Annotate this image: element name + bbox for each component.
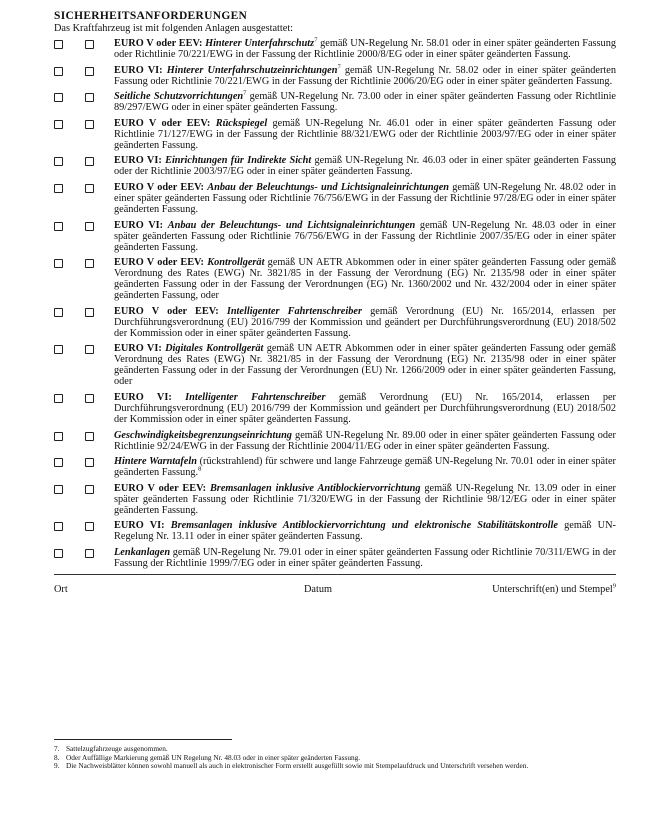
intro-text: Das Kraftfahrzeug ist mit folgenden Anlagen ausgestattet: [54, 23, 294, 34]
checkbox-first[interactable] [54, 485, 63, 494]
list-item [54, 430, 616, 452]
checkbox-second[interactable] [85, 93, 94, 102]
item-text [114, 91, 616, 113]
signature-label-text: Unterschrift(en) und Stempel [492, 583, 613, 595]
item-prefix: EURO V oder EEV: [114, 305, 227, 317]
footnote-text: Die Nachweisblätter können sowohl manuell als auch in elektronischer Form erstellt ausgefüllt sowie mit Stempelaufdruck und Unterschrift versehen werden. [66, 761, 529, 771]
item-description: gemäß UN-Regelung Nr. 13.09 oder in einer später geänderten Fassung oder Richtlinie 71/320/EWG in der Fassung der Richtlinie 98/12/EG oder in einer später geänderten Fassung. [114, 482, 616, 516]
checkbox-second[interactable] [85, 67, 94, 76]
item-text [114, 520, 616, 542]
item-text [114, 483, 616, 516]
checkbox-second[interactable] [85, 184, 94, 193]
item-description: gemäß UN-Regelung Nr. 79.01 oder in einer später geänderten Fassung oder Richtlinie 70/311/EWG in der Fassung der Richtlinie 1999/7/EG oder in einer später geänderten Fassung. [114, 546, 616, 569]
checkbox-first[interactable] [54, 458, 63, 467]
place-label: Ort [54, 583, 68, 595]
item-description: gemäß UN-Regelung Nr. 73.00 oder in einer später geänderten Fassung oder Richtlinie 89/297/EWG oder in einer später geänderten Fassung. [114, 91, 617, 114]
checkbox-first[interactable] [54, 93, 63, 102]
footnotes [54, 745, 616, 771]
checkbox-first[interactable] [54, 432, 63, 441]
item-text [114, 65, 616, 87]
item-text [114, 257, 616, 301]
checkbox-first[interactable] [54, 184, 63, 193]
list-item [54, 182, 616, 215]
item-prefix: EURO V oder EEV: [114, 38, 206, 49]
item-text [114, 430, 616, 452]
checkbox-second[interactable] [85, 345, 94, 354]
item-title: Anbau der Beleuchtungs- und Lichtsignaleinrichtungen [207, 181, 450, 193]
list-item [54, 392, 616, 425]
footnote-number: 9. [54, 761, 60, 771]
item-title: Bremsanlagen inklusive Antiblockiervorrichtung und elektronische Stabilitätskontrolle [170, 520, 558, 532]
list-item [54, 91, 616, 113]
footnote-ref: 7 [314, 36, 318, 44]
item-title: Bremsanlagen inklusive Antiblockiervorrichtung [209, 482, 421, 494]
item-description: gemäß Verordnung (EU) Nr. 165/2014, erlassen per Durchführungsverordnung (EU) 2016/799 der Kommission und geändert per Durchführungsverordnung (EU) 2018/502 der Kommission oder in einer später geänderten Fassung. [114, 305, 616, 339]
footnote-ref: 9 [612, 582, 616, 590]
item-prefix: EURO V oder EEV: [114, 257, 208, 269]
equipment-list [54, 38, 616, 569]
footnote-text: Sattelzugfahrzeuge ausgenommen. [66, 744, 168, 753]
item-title: Geschwindigkeitsbegrenzungseinrichtung [114, 429, 292, 441]
checkbox-second[interactable] [85, 40, 94, 49]
item-prefix: EURO V oder EEV: [114, 482, 210, 494]
item-title: Kontrollgerät [207, 257, 265, 269]
checkbox-first[interactable] [54, 222, 63, 231]
checkbox-second[interactable] [85, 394, 94, 403]
signature-divider [54, 574, 616, 575]
checkbox-second[interactable] [85, 157, 94, 166]
list-item [54, 65, 616, 87]
footnote-number: 7. [54, 744, 60, 753]
item-description: (rückstrahlend) für schwere und lange Fahrzeuge gemäß UN-Regelung Nr. 70.01 oder in einer später geänderten Fassung. [114, 456, 616, 479]
signature-label [464, 584, 616, 595]
item-text [114, 306, 616, 339]
checkbox-second[interactable] [85, 485, 94, 494]
item-title: Seitliche Schutzvorrichtungen [114, 91, 244, 103]
checkbox-first[interactable] [54, 549, 63, 558]
footnote-ref: 8 [198, 465, 202, 473]
item-description: gemäß UN-Regelung Nr. 48.03 oder in einer später geänderten Fassung oder Richtlinie 76/756/EWG in der Fassung der Richtlinie 2007/35/EG oder in einer später geänderten Fassung. [114, 219, 616, 253]
item-text [114, 182, 616, 215]
item-text [114, 343, 616, 387]
item-text [114, 155, 616, 177]
item-prefix: EURO VI: [114, 64, 167, 76]
section-title: SICHERHEITSANFORDERUNGEN [54, 10, 248, 22]
footnote-number: 8. [54, 752, 60, 762]
checkbox-first[interactable] [54, 259, 63, 268]
item-description: gemäß UN-Regelung Nr. 46.03 oder in einer später geänderten Fassung oder der Richtlinie 2003/97/EG oder in einer später geänderten Fassung. [114, 155, 616, 178]
checkbox-first[interactable] [54, 40, 63, 49]
item-text [114, 118, 616, 151]
checkbox-first[interactable] [54, 522, 63, 531]
checkbox-first[interactable] [54, 120, 63, 129]
item-text [114, 392, 616, 425]
checkbox-second[interactable] [85, 308, 94, 317]
checkbox-second[interactable] [85, 120, 94, 129]
list-item [54, 38, 616, 60]
item-title: Intelligenter Fahrtenschreiber [226, 305, 362, 317]
list-item [54, 220, 616, 253]
item-title: Hinterer Unterfahrschutz [205, 38, 315, 49]
footnote-text: Oder Auffällige Markierung gemäß UN Regelung Nr. 48.03 oder in einer später geänderten Fassung. [66, 752, 361, 762]
item-description: gemäß UN-Regelung Nr. 58.02 oder in einer später geänderten Fassung oder Richtlinie 70/221/EWG in der Fassung der Richtlinie 2006/20/EG oder in einer später geänderten Fassung. [114, 64, 616, 87]
list-item [54, 520, 616, 542]
checkbox-first[interactable] [54, 308, 63, 317]
checkbox-second[interactable] [85, 259, 94, 268]
item-text [114, 38, 616, 60]
item-text [114, 220, 616, 253]
item-title: Lenkanlagen [114, 546, 171, 558]
checkbox-first[interactable] [54, 345, 63, 354]
date-label: Datum [304, 583, 333, 595]
item-description: gemäß UN-Regelung Nr. 46.01 oder in einer später geänderten Fassung oder Richtlinie 71/127/EWG in der Fassung der Richtlinie 88/321/EWG oder der Richtlinie 2003/97/EG oder in einer später geänderten Fassung. [114, 117, 616, 151]
item-title: Rückspiegel [215, 117, 268, 129]
checkbox-second[interactable] [85, 522, 94, 531]
item-description: gemäß UN-Regelung Nr. 58.01 oder in einer später geänderten Fassung oder Richtlinie 70/221/EWG in der Fassung der Richtlinie 2000/8/EG oder in einer später geänderten Fassung. [114, 38, 616, 60]
item-description: gemäß UN AETR Abkommen oder in einer später geänderten Fassung oder gemäß Verordnung des Rates (EWG) Nr. 3821/85 in der Fassung der Verordnung (EG) Nr. 2135/98 oder in einer später geänderten Fassung oder in der Fassung der Verordnungen (EG) Nr. 1360/2002 und Nr. 432/2004 oder in einer später geänderten Fassung, oder [114, 257, 616, 302]
list-item [54, 155, 616, 177]
footnote-divider [54, 739, 232, 740]
list-item [54, 306, 616, 339]
list-item [54, 118, 616, 151]
footnote-ref: 7 [337, 63, 341, 71]
footnote [54, 762, 616, 771]
checkbox-first[interactable] [54, 157, 63, 166]
list-item [54, 456, 616, 478]
item-description: gemäß UN AETR Abkommen oder in einer später geänderten Fassung oder gemäß Verordnung des Rates (EWG) Nr. 3821/85 in der Fassung der Verordnung (EG) Nr. 2135/98 oder in einer später geänderten Fassung oder in der Fassung der Verordnungen (EU) Nr. 1266/2009 oder in einer später geänderten Fassung, oder [114, 343, 616, 388]
list-item [54, 547, 616, 569]
item-text [114, 456, 616, 478]
item-title: Digitales Kontrollgerät [165, 343, 264, 355]
item-description: gemäß UN-Regelung Nr. 13.11 oder in einer später geänderten Fassung. [114, 520, 616, 543]
checkbox-first[interactable] [54, 67, 63, 76]
item-description: gemäß Verordnung (EU) Nr. 165/2014, erlassen per Durchführungsverordnung (EU) 2016/799 der Kommission und geändert per Durchführungsverordnung (EU) 2018/502 der Kommission oder in einer später geänderten Fassung. [114, 391, 616, 425]
item-prefix: EURO VI: [114, 219, 168, 231]
item-prefix: EURO VI: [114, 155, 166, 167]
item-title: Anbau der Beleuchtungs- und Lichtsignaleinrichtungen [167, 219, 416, 231]
item-description: gemäß UN-Regelung Nr. 89.00 oder in einer später geänderten Fassung oder Richtlinie 92/24/EWG in der Fassung der Richtlinie 2004/11/EG oder in einer später geänderten Fassung. [114, 429, 616, 452]
signature-row [54, 584, 616, 595]
list-item [54, 483, 616, 516]
item-title: Hinterer Unterfahrschutzeinrichtungen [166, 64, 338, 76]
item-prefix: EURO VI: [114, 520, 171, 532]
checkbox-second[interactable] [85, 458, 94, 467]
list-item [54, 343, 616, 387]
checkbox-first[interactable] [54, 394, 63, 403]
item-title: Intelligenter Fahrtenschreiber [185, 391, 326, 403]
footnote-ref: 7 [243, 89, 247, 97]
item-title: Hintere Warntafeln [114, 456, 197, 468]
item-prefix: EURO VI: [114, 391, 186, 403]
list-item [54, 257, 616, 301]
item-prefix: EURO VI: [114, 343, 166, 355]
document-page [54, 10, 616, 595]
item-title: Einrichtungen für Indirekte Sicht [165, 155, 312, 167]
checkbox-second[interactable] [85, 432, 94, 441]
checkbox-second[interactable] [85, 549, 94, 558]
checkbox-second[interactable] [85, 222, 94, 231]
item-description: gemäß UN-Regelung Nr. 48.02 oder in einer später geänderten Fassung oder Richtlinie 76/756/EWG in der Fassung der Richtlinie 97/28/EG oder in einer später geänderten Fassung. [114, 181, 616, 215]
item-text [114, 547, 616, 569]
item-prefix: EURO V oder EEV: [114, 117, 216, 129]
item-prefix: EURO V oder EEV: [114, 181, 208, 193]
